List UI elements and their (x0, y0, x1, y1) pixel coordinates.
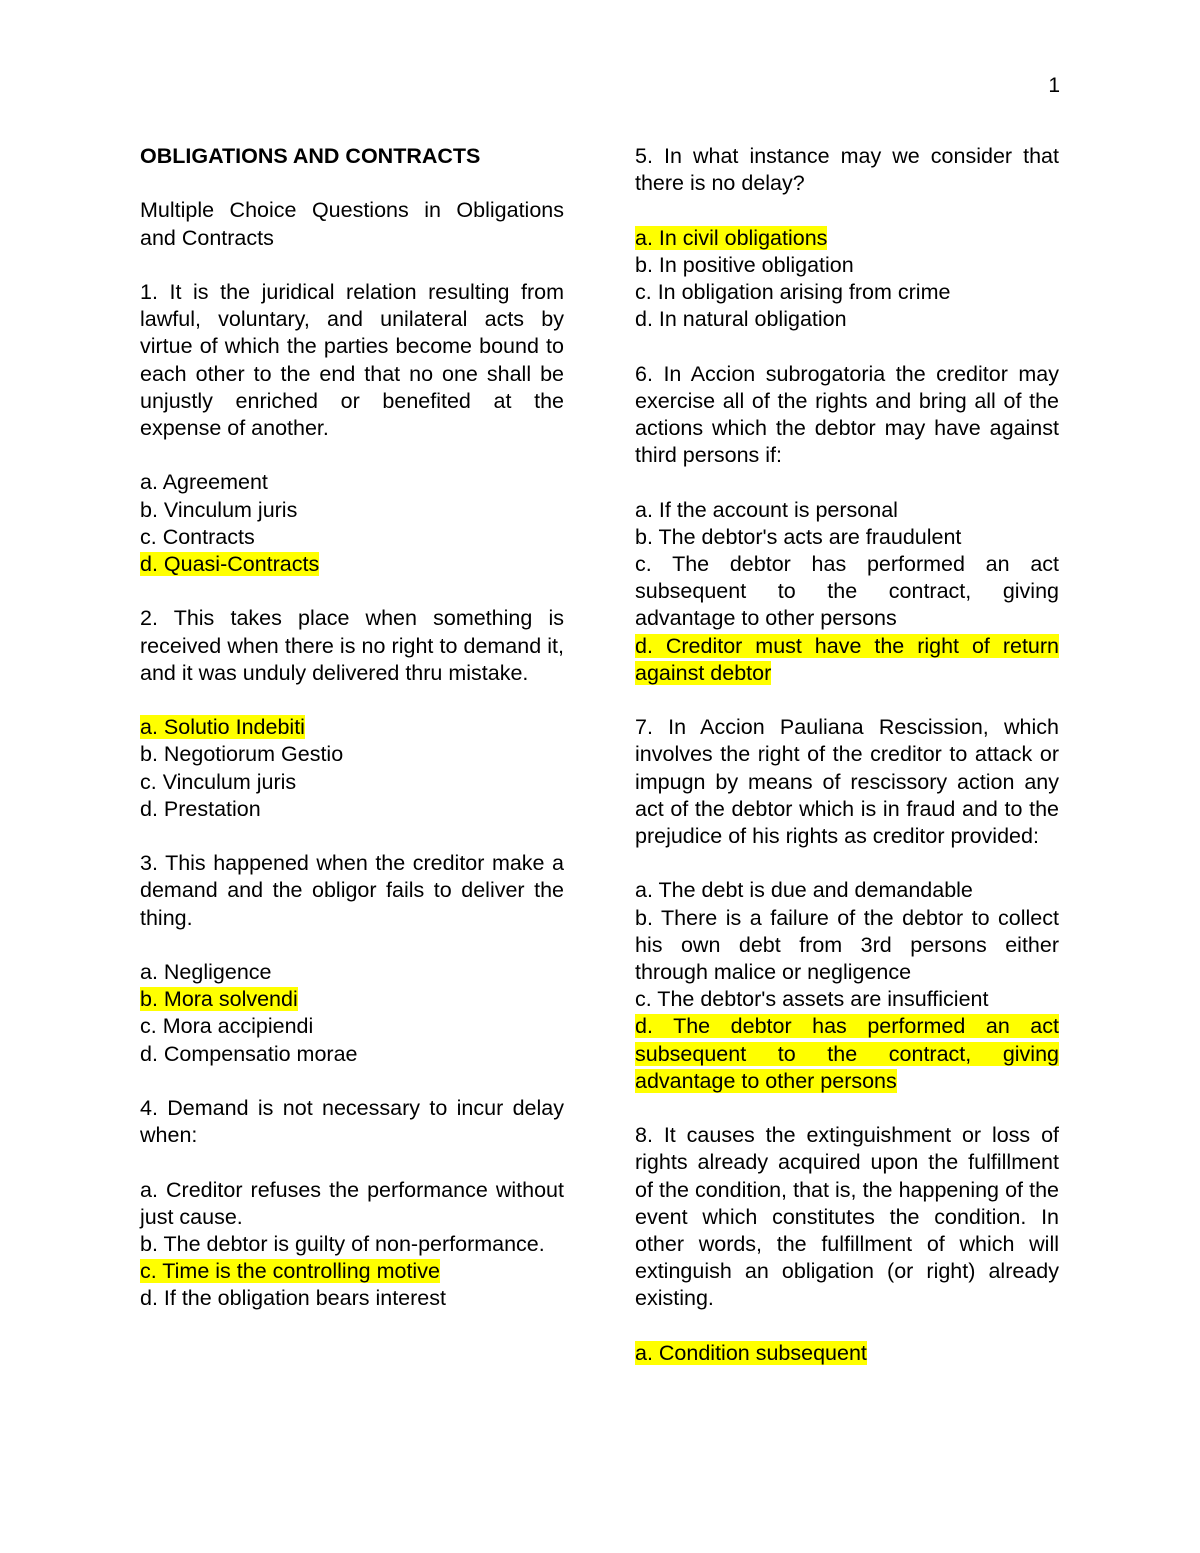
answer-highlight: b. Mora solvendi (140, 987, 298, 1012)
option-a: a. Agreement (140, 470, 268, 495)
question-text: 8. It causes the extinguishment or loss of rights already acquired upon the fulfillment of the condition, that is, the happening of the event which constitutes the condition. In other words, the fulfillment of which will extinguish an obligation (or right) already existing. (635, 1123, 1059, 1311)
option-d-answer (140, 551, 564, 578)
option-b: b. There is a failure of the debtor to collect his own debt from 3rd persons either through malice or negligence (635, 905, 1059, 985)
question-5 (635, 143, 1059, 333)
question-text: 3. This happened when the creditor make a demand and the obligor fails to deliver the thing. (140, 851, 564, 930)
question-2 (140, 605, 564, 823)
option-d: d. Prestation (140, 796, 261, 821)
document-subtitle: Multiple Choice Questions in Obligations and Contracts (140, 198, 564, 250)
option-a: a. Negligence (140, 959, 272, 984)
option-d-answer (635, 1013, 1059, 1095)
option-b-answer (140, 986, 564, 1013)
answer-highlight: a. In civil obligations (635, 225, 828, 250)
answer-highlight: d. The debtor has performed an act subsequent to the contract, giving advantage to other persons (635, 1014, 1059, 1093)
answer-highlight: d. Creditor must have the right of return against debtor (635, 633, 1059, 685)
option-c-answer (140, 1258, 564, 1285)
option-b: b. In positive obligation (635, 252, 854, 277)
page-number: 1 (1048, 74, 1060, 97)
question-text: 5. In what instance may we consider that there is no delay? (635, 144, 1059, 196)
option-a-answer (635, 1340, 1059, 1367)
question-1 (140, 279, 564, 578)
question-text: 4. Demand is not necessary to incur delay when: (140, 1095, 564, 1148)
option-b: b. The debtor is guilty of non-performance. (140, 1231, 545, 1256)
option-b: b. The debtor's acts are fraudulent (635, 524, 962, 549)
question-7 (635, 714, 1059, 1095)
option-a-answer (635, 225, 1059, 252)
option-a: a. Creditor refuses the performance without just cause. (140, 1177, 564, 1229)
question-text: 7. In Accion Pauliana Rescission, which involves the right of the creditor to attack or impugn by means of rescissory action any act of the debtor which is in fraud and to the prejudice of his rights as creditor provided: (635, 715, 1059, 849)
question-8 (635, 1122, 1059, 1367)
question-3 (140, 850, 564, 1068)
left-column (140, 143, 564, 1313)
option-c: c. The debtor has performed an act subsequent to the contract, giving advantage to other persons (635, 552, 1059, 631)
question-text: 1. It is the juridical relation resulting from lawful, voluntary, and unilateral acts by virtue of which the parties become bound to each other to the end that no one shall be unjustly enriched or benefited at the expense of another. (140, 279, 564, 440)
option-a-answer (140, 714, 564, 741)
question-text: 2. This takes place when something is received when there is no right to demand it, and it was unduly delivered thru mistake. (140, 606, 564, 685)
answer-highlight: c. Time is the controlling motive (140, 1259, 440, 1284)
option-c: c. Contracts (140, 524, 255, 549)
answer-highlight: a. Solutio Indebiti (140, 715, 305, 740)
question-text: 6. In Accion subrogatoria the creditor may exercise all of the rights and bring all of the actions which the debtor may have against third persons if: (635, 361, 1059, 468)
option-c: c. Mora accipiendi (140, 1014, 314, 1039)
right-column (635, 143, 1059, 1367)
option-d: d. If the obligation bears interest (140, 1286, 446, 1311)
option-b: b. Vinculum juris (140, 497, 298, 522)
answer-highlight: d. Quasi-Contracts (140, 552, 320, 576)
option-b: b. Negotiorum Gestio (140, 742, 344, 767)
option-d: d. Compensatio morae (140, 1041, 358, 1066)
question-4 (140, 1095, 564, 1313)
document-title: OBLIGATIONS AND CONTRACTS (140, 144, 481, 168)
question-6 (635, 361, 1059, 687)
option-c: c. In obligation arising from crime (635, 280, 951, 304)
option-a: a. The debt is due and demandable (635, 878, 973, 903)
option-d: d. In natural obligation (635, 307, 847, 332)
option-a: a. If the account is personal (635, 497, 898, 522)
option-c: c. The debtor's assets are insufficient (635, 987, 989, 1012)
answer-highlight: a. Condition subsequent (635, 1340, 867, 1365)
option-c: c. Vinculum juris (140, 769, 297, 794)
option-d-answer (635, 633, 1059, 687)
